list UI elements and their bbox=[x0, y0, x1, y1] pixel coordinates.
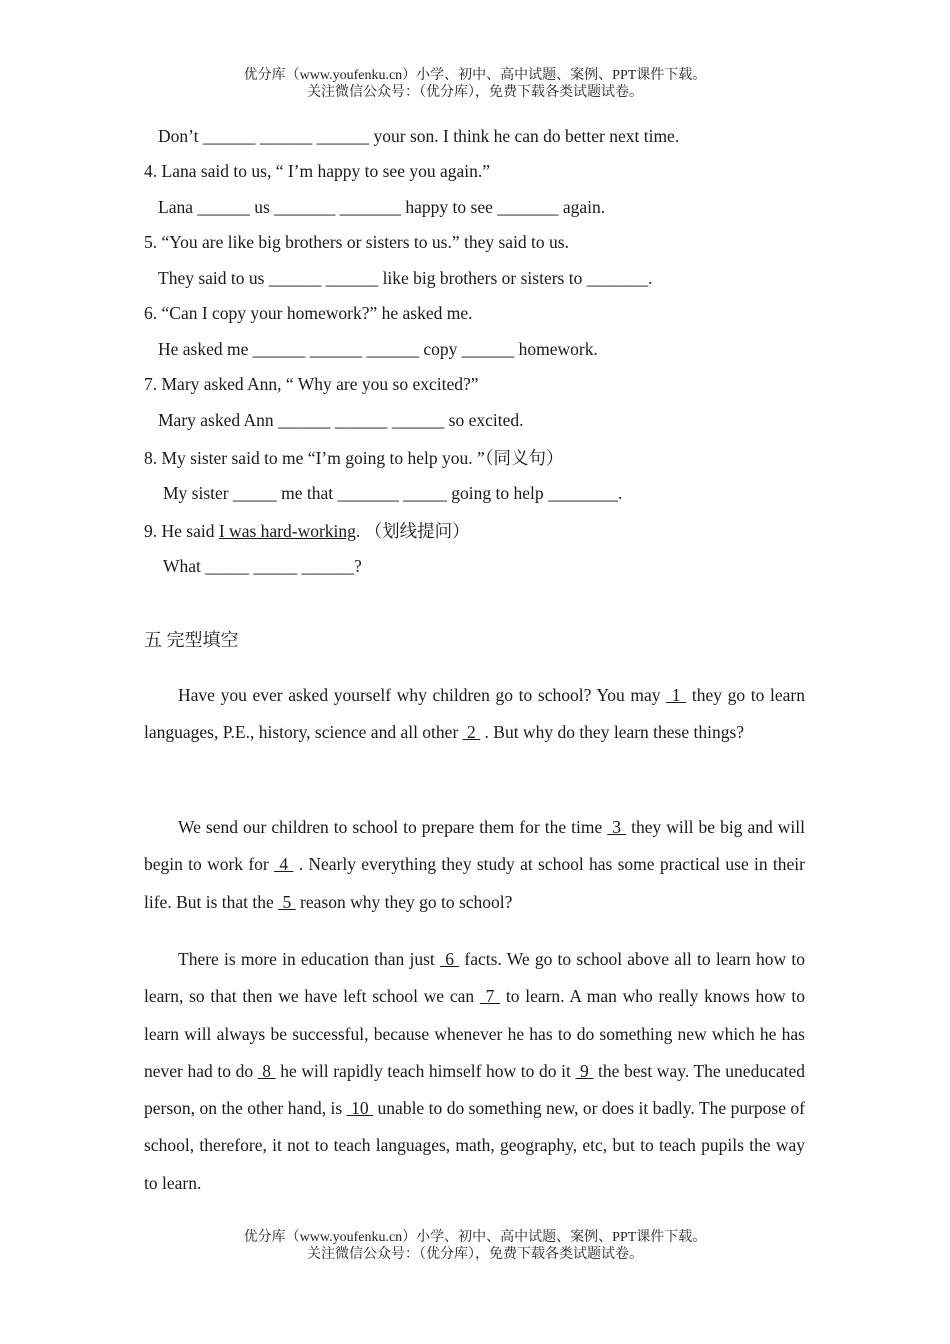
cloze-text: to learn. A man who really knows how to learn will always be successful, because whenever he has to do something new which he has never had to do bbox=[144, 986, 806, 1081]
cloze-blank: 6 bbox=[440, 949, 460, 969]
page-header bbox=[0, 67, 950, 101]
cloze-text: they will be big and will begin to work for bbox=[144, 817, 805, 875]
question-9-prefix: 9. He said bbox=[144, 521, 219, 541]
cloze-blank: 2 bbox=[462, 722, 481, 743]
cloze-paragraph-2 bbox=[144, 809, 805, 921]
answer-line-8: My sister _____ me that _______ _____ going to help ________. bbox=[163, 483, 623, 503]
answer-line-4: Lana ______ us _______ _______ happy to see _______ again. bbox=[158, 197, 606, 217]
cloze-text: reason why they go to school? bbox=[295, 891, 513, 912]
cloze-blank: 4 bbox=[274, 854, 294, 875]
header-line-2: 关注微信公众号：（优分库），免费下载各类试题试卷。 bbox=[307, 85, 643, 100]
answer-line-6: He asked me ______ ______ ______ copy ______ homework. bbox=[158, 339, 598, 359]
cloze-blank: 3 bbox=[607, 817, 627, 837]
question-9-underlined: I was hard-working bbox=[218, 521, 356, 541]
question-8: 8. My sister said to me “I’m going to help you. ”（同义句） bbox=[144, 448, 564, 468]
cloze-text: . Nearly everything they study at school has some practical use in their life. But is that the bbox=[144, 854, 805, 912]
answer-line-7: Mary asked Ann ______ ______ ______ so excited. bbox=[158, 410, 524, 430]
question-5: 5. “You are like big brothers or sisters to us.” they said to us. bbox=[144, 232, 569, 252]
cloze-blank: 5 bbox=[278, 891, 296, 912]
cloze-text: the best way. The uneducated person, on the other hand, is bbox=[144, 1060, 805, 1119]
cloze-text: unable to do something new, or does it badly. The purpose of school, therefore, it not to teach languages, math, geography, etc, but to teach pupils the way to learn. bbox=[144, 1098, 806, 1193]
answer-line-3: Don’t ______ ______ ______ your son. I think he can do better next time. bbox=[158, 126, 680, 146]
section-title: 五 完型填空 bbox=[144, 630, 239, 650]
cloze-blank: 9 bbox=[575, 1060, 594, 1081]
cloze-text: . But why do they learn these things? bbox=[480, 722, 745, 743]
cloze-text: they go to learn languages, P.E., history, science and all other bbox=[144, 685, 806, 743]
cloze-blank: 10 bbox=[346, 1098, 374, 1119]
question-7: 7. Mary asked Ann, “ Why are you so excited?” bbox=[144, 374, 479, 394]
cloze-text: We send our children to school to prepare them for the time bbox=[178, 817, 608, 837]
cloze-blank: 7 bbox=[479, 986, 501, 1007]
question-6: 6. “Can I copy your homework?” he asked me. bbox=[144, 303, 473, 323]
footer-line-2: 关注微信公众号：（优分库），免费下载各类试题试卷。 bbox=[307, 1247, 643, 1262]
question-4: 4. Lana said to us, “ I’m happy to see you again.” bbox=[144, 161, 491, 181]
cloze-paragraph-3 bbox=[144, 941, 805, 1202]
question-9 bbox=[144, 518, 470, 543]
cloze-blank: 8 bbox=[257, 1060, 276, 1081]
page-footer bbox=[0, 1229, 950, 1263]
question-9-suffix: . （划线提问） bbox=[355, 521, 470, 541]
cloze-paragraph-1 bbox=[144, 677, 805, 752]
cloze-text: There is more in education than just bbox=[178, 949, 441, 969]
answer-line-9: What _____ _____ ______? bbox=[163, 556, 362, 576]
cloze-text: he will rapidly teach himself how to do it bbox=[275, 1060, 576, 1081]
cloze-text: facts. We go to school above all to learn how to learn, so that then we have left school we can bbox=[144, 949, 805, 1007]
cloze-blank: 1 bbox=[666, 685, 687, 705]
footer-line-1: 优分库（www.youfenku.cn）小学、初中、高中试题、案例、PPT课件下载。 bbox=[243, 1230, 707, 1245]
header-line-1: 优分库（www.youfenku.cn）小学、初中、高中试题、案例、PPT课件下载。 bbox=[243, 68, 707, 83]
answer-line-5: They said to us ______ ______ like big brothers or sisters to _______. bbox=[158, 268, 653, 288]
cloze-text: Have you ever asked yourself why children go to school? You may bbox=[178, 685, 667, 705]
